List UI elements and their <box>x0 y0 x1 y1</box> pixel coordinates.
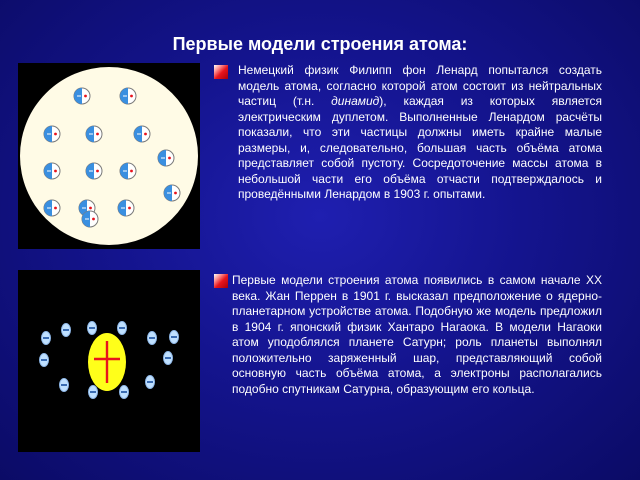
electron <box>170 331 179 344</box>
dynamid-term: динамид <box>331 94 380 108</box>
electron <box>120 386 129 399</box>
nagaoka-model-image <box>18 270 200 452</box>
lenard-atom-diagram <box>18 63 200 249</box>
dynamid-particle <box>44 126 60 142</box>
electron <box>148 332 157 345</box>
electron <box>164 352 173 365</box>
dynamid-particle <box>44 200 60 216</box>
lenard-paragraph <box>238 63 602 203</box>
electron <box>88 322 97 335</box>
nagaoka-atom-diagram <box>18 270 200 452</box>
electron <box>146 376 155 389</box>
lenard-text-before: Немецкий физик Филипп фон Ленард попытался создать модель атома, согласно которой атом состоит из нейтральных частиц (т.н. <box>238 63 602 108</box>
dynamid-particle <box>74 88 90 104</box>
electron <box>89 386 98 399</box>
dynamid-particle <box>134 126 150 142</box>
dynamid-particle <box>120 88 136 104</box>
dynamid-particle <box>82 211 98 227</box>
lenard-text-after: ), каждая из которых является электрическим дуплетом. Выполненные Ленардом расчёты показали, что эти частицы должны иметь крайне малые размеры, и, следовательно, большая часть объёма атома представляет собой пустоту. Сосредоточение массы атома в небольшой части его объёма отчасти подтверждалось и проведёнными Ленардом в 1903 г. опытами. <box>238 94 603 201</box>
electron <box>60 379 69 392</box>
dynamid-particle <box>86 126 102 142</box>
electron <box>40 354 49 367</box>
dynamid-particle <box>120 163 136 179</box>
dynamid-particle <box>164 185 180 201</box>
lenard-model-image <box>18 63 200 249</box>
dynamid-particle <box>86 163 102 179</box>
electron <box>118 322 127 335</box>
bullet-icon <box>214 65 228 79</box>
slide-title: Первые модели строения атома: <box>172 34 468 54</box>
dynamid-particle <box>118 200 134 216</box>
nagaoka-paragraph: Первые модели строения атома появились в самом начале XX века. Жан Перрен в 1901 г. высказал предположение о ядерно-планетарном устройстве атома. Подобную же модель предложил в 1904 г. японский физик Хантаро Нагаока. В модели Нагаоки атом уподоблялся планете Сатурн; роль планеты выполнял положительно заряженный шар, представляющий собой основную часть объёма атома, а электроны располагались подобно спутникам Сатурна, образующим его кольца. <box>232 273 602 396</box>
electron <box>62 324 71 337</box>
dynamid-particle <box>158 150 174 166</box>
electron <box>42 332 51 345</box>
bullet-icon <box>214 274 228 288</box>
dynamid-particle <box>44 163 60 179</box>
